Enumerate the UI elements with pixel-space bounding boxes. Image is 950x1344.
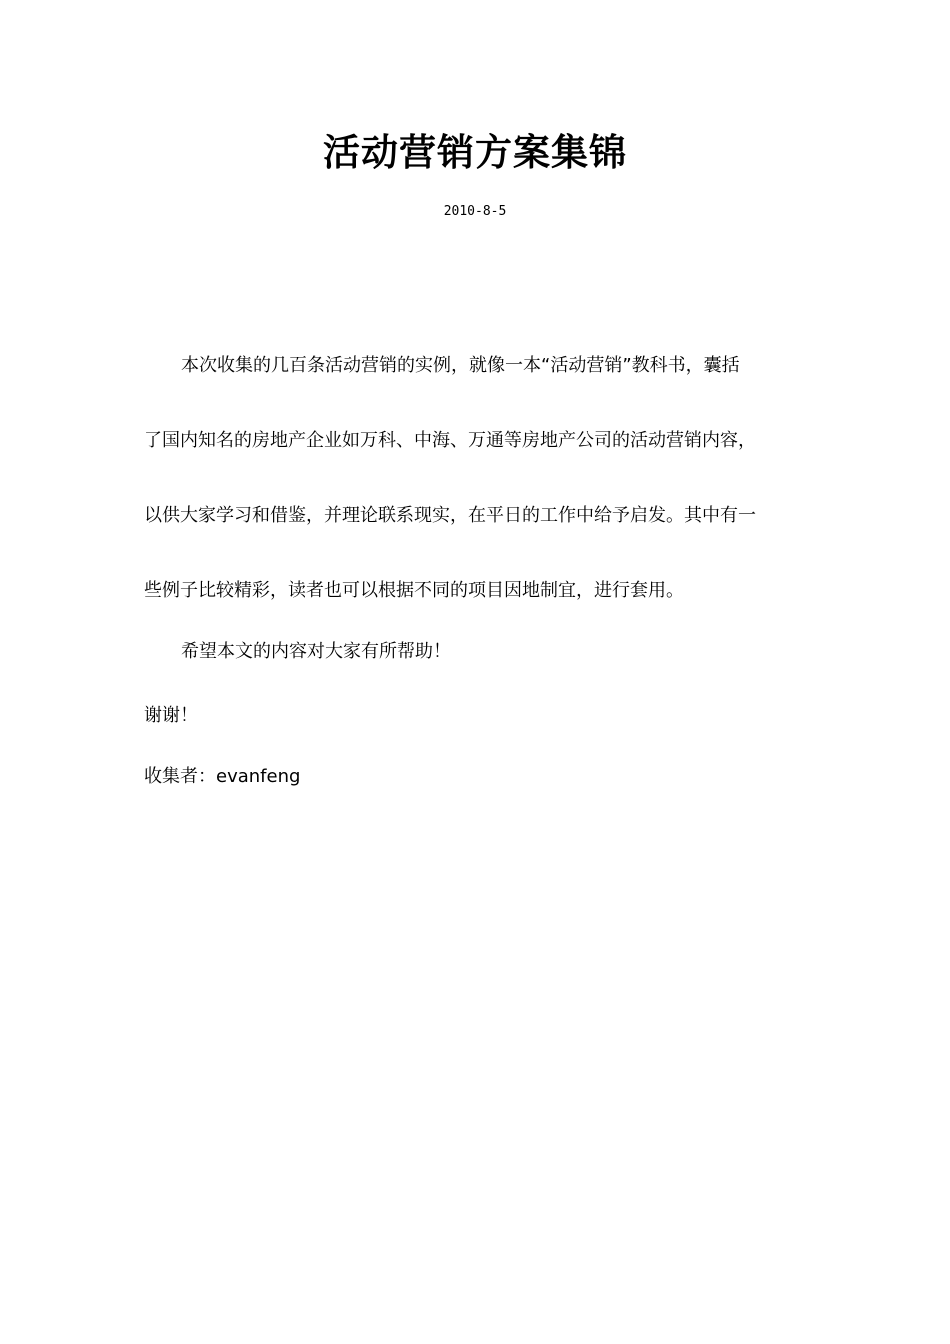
hope-paragraph: 希望本文的内容对大家有所帮助！	[181, 641, 451, 662]
intro-line-3: 以供大家学习和借鉴，并理论联系现实，在平日的工作中给予启发。其中有一	[144, 505, 756, 526]
thanks-paragraph: 谢谢！	[144, 705, 198, 726]
intro-line-1: 本次收集的几百条活动营销的实例，就像一本“活动营销”教科书，囊括	[181, 355, 740, 376]
intro-line-4: 些例子比较精彩，读者也可以根据不同的项目因地制宜，进行套用。	[144, 580, 684, 601]
intro-line-2: 了国内知名的房地产企业如万科、中海、万通等房地产公司的活动营销内容，	[144, 430, 756, 451]
document-title: 活动营销方案集锦	[323, 131, 627, 174]
document-date: 2010-8-5	[443, 204, 507, 219]
collector-paragraph: 收集者：evanfeng	[144, 766, 301, 787]
